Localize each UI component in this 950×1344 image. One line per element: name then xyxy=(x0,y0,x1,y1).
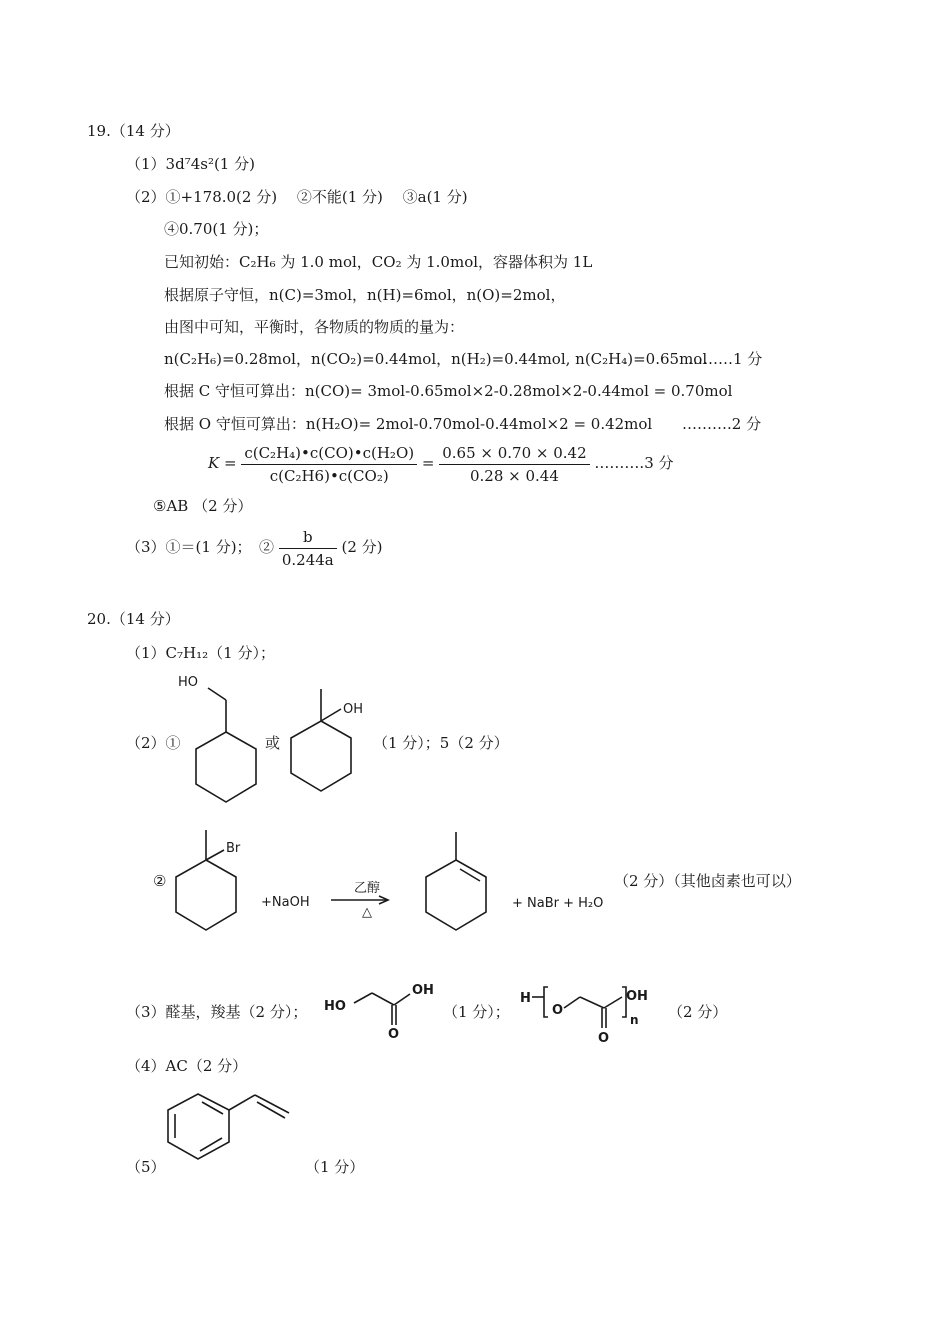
q19-part2-5: ⑤AB （2 分） xyxy=(153,497,253,515)
terminal-oh-label: OH xyxy=(626,989,648,1004)
k-score: ……….3 分 xyxy=(594,454,674,472)
q19-part3-fraction xyxy=(279,526,337,571)
carbonyl-o-label: O xyxy=(388,1027,400,1042)
naoh-reagent: +NaOH xyxy=(261,895,310,910)
condition-ethanol: 乙醇 xyxy=(354,881,381,896)
glycolic-acid-structure xyxy=(322,980,442,1045)
cyclohexane-ring xyxy=(196,732,256,802)
methylcyclohexene-structure xyxy=(420,830,500,935)
cyclohexane-ring xyxy=(291,721,351,791)
q20-part2-or: 或 xyxy=(265,734,281,752)
q19-part3-text: （3）①＝(1 分)； ② xyxy=(126,538,275,556)
q20-part1: （1）C₇H₁₂（1 分）； xyxy=(126,644,275,662)
k-fraction xyxy=(241,442,417,487)
q20-part3-mid: （1 分）； xyxy=(443,1003,510,1021)
bromomethylcyclohexane-structure xyxy=(170,830,260,940)
ether-o-label: O xyxy=(552,1003,564,1018)
k-value-numerator: 0.65 × 0.70 × 0.42 xyxy=(439,442,589,465)
q19-equilibrium-score: ………1 分 xyxy=(688,350,763,368)
q19-part3-score: (2 分) xyxy=(341,538,383,556)
k-equals: = xyxy=(421,454,435,472)
vinyl-bond xyxy=(229,1095,255,1110)
q19-known: 已知初始：C₂H₆ 为 1.0 mol，CO₂ 为 1.0mol，容器体积为 1L xyxy=(164,253,593,271)
bromine-label: Br xyxy=(226,841,241,856)
cyclohexane-ring xyxy=(176,860,236,930)
q19-part3-numerator: b xyxy=(279,526,337,549)
q19-header: 19.（14 分） xyxy=(87,122,180,140)
left-bracket xyxy=(544,987,548,1017)
q19-o-conservation: 根据 O 守恒可算出：n(H₂O)= 2mol-0.70mol-0.44mol×2 = 0.42mol xyxy=(164,415,653,433)
benzene-ring xyxy=(168,1094,229,1159)
q20-part2b-label: ② xyxy=(153,872,167,890)
k-numerator: c(C₂H₄)•c(CO)•c(H₂O) xyxy=(241,442,417,465)
q20-part5-score: （1 分） xyxy=(305,1158,365,1176)
carbonyl-o-label: O xyxy=(598,1031,610,1046)
double-bond xyxy=(460,869,480,881)
q19-part2: （2）①+178.0(2 分) ②不能(1 分) ③a(1 分) xyxy=(126,188,468,206)
cyclohexene-ring xyxy=(426,860,486,930)
q20-part2-label: （2）① xyxy=(126,734,181,752)
q19-part3-denominator: 0.244a xyxy=(281,550,334,569)
repeat-n-label: n xyxy=(630,1013,639,1027)
polyglycolic-acid-structure xyxy=(518,980,668,1050)
ho-label: HO xyxy=(324,999,346,1014)
hydroxyl-label: OH xyxy=(343,702,364,717)
q20-part5-label: （5） xyxy=(126,1158,166,1176)
h-label: H xyxy=(520,991,531,1006)
br-bond xyxy=(206,850,224,860)
reaction-arrow xyxy=(331,895,391,905)
q19-part3 xyxy=(126,524,383,571)
q20-part2-score: （1 分）；5（2 分） xyxy=(373,734,509,752)
q20-part4: （4）AC（2 分） xyxy=(126,1057,248,1075)
q19-part2-4: ④0.70(1 分)； xyxy=(164,220,269,238)
oh-bond xyxy=(321,709,341,721)
k-denominator: c(C₂H6)•c(CO₂) xyxy=(269,466,389,485)
q19-o-score: ……….2 分 xyxy=(682,415,762,433)
cyclohexylmethanol-structure xyxy=(170,668,270,808)
hydroxyl-label: HO xyxy=(178,675,199,690)
oh-label: OH xyxy=(412,983,434,998)
styrene-structure xyxy=(165,1090,295,1165)
q20-header: 20.（14 分） xyxy=(87,610,180,628)
q19-atom-conservation: 根据原子守恒，n(C)=3mol，n(H)=6mol，n(O)=2mol， xyxy=(164,286,566,304)
methylcyclohexanol-structure xyxy=(285,685,385,805)
q20-part2b-score: （2 分）（其他卤素也可以） xyxy=(614,872,801,890)
condition-heat: △ xyxy=(362,905,372,920)
q20-part3-end: （2 分） xyxy=(668,1003,728,1021)
k-value-denominator: 0.28 × 0.44 xyxy=(469,466,559,485)
co-bond xyxy=(208,688,226,700)
q20-part3-label: （3）醛基，羧基（2 分）； xyxy=(126,1003,308,1021)
q19-c-conservation: 根据 C 守恒可算出：n(CO)= 3mol-0.65mol×2-0.28mol×2-0.44mol = 0.70mol xyxy=(164,382,733,400)
products: + NaBr + H₂O xyxy=(512,896,604,911)
q19-k-expression xyxy=(208,440,674,487)
k-symbol: K = xyxy=(208,454,237,472)
q19-part1: （1）3d⁷4s²(1 分) xyxy=(126,155,255,173)
q19-equilibrium: n(C₂H₆)=0.28mol，n(CO₂)=0.44mol，n(H₂)=0.44mol, n(C₂H₄)=0.65mol xyxy=(164,350,708,368)
k-value-fraction xyxy=(439,442,589,487)
q19-from-graph: 由图中可知，平衡时，各物质的物质的量为： xyxy=(164,318,465,336)
